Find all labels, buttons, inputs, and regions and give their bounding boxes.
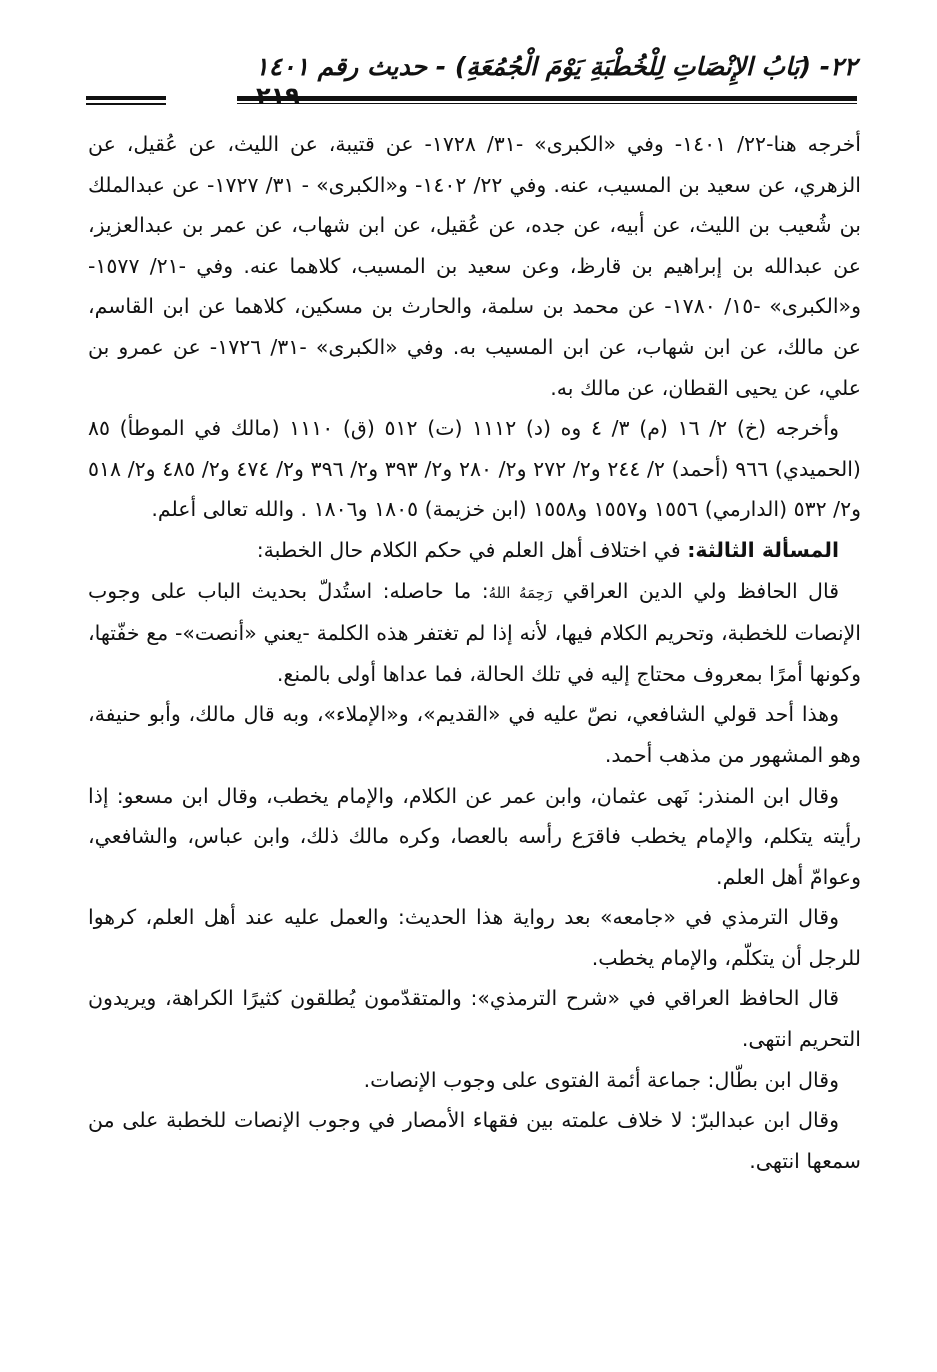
header-rule-left-thick bbox=[86, 96, 166, 100]
header-rule-thin bbox=[237, 103, 857, 104]
paragraph-shafii-opinion: وهذا أحد قولي الشافعي، نصّ عليه في «القديم»، و«الإملاء»، وبه قال مالك، وأبو حنيفة، وهو المشهور من مذهب أحمد. bbox=[88, 702, 861, 767]
header-rule-left-thin bbox=[86, 103, 166, 105]
paragraph-tirmidhi: وقال الترمذي في «جامعه» بعد رواية هذا الحديث: والعمل عليه عند أهل العلم، كرهوا للرجل أن يتكلّم، والإمام يخطب. bbox=[88, 905, 861, 970]
issue-label: المسألة الثالثة: bbox=[687, 537, 839, 562]
page-body bbox=[88, 124, 861, 1181]
salutation-text: رَحِمَهُ اللهُ bbox=[488, 583, 553, 602]
header-rule-thick bbox=[237, 96, 857, 101]
paragraph-additional-takhrij: وأخرجه (خ) ٢/ ١٦ (م) ٣/ ٤ وه (د) ١١١٢ (ت) ٥١٢ (ق) ١١١٠ (مالك في الموطأ) ٨٥ (الحميدي) ٩٦٦ (أحمد) ٢/ ٢٤٤ و٢/ ٢٧٢ و٢/ ٢٨٠ و٢/ ٣٩٣ و٢/ ٣٩٦ و٢/ ٤٧٤ و٢/ ٤٨٥ و٢/ ٥١٨ و٢/ ٥٣٢ (الدارمي) ١٥٥٦ و١٥٥٧ و١٥٥٨ (ابن خزيمة) ١٨٠٥ و١٨٠٦ . والله تعالى أعلم. bbox=[88, 416, 861, 522]
iraqi-content: : ما حاصله: استُدلّ بحديث الباب على وجوب الإنصات للخطبة، وتحريم الكلام فيها، لأنه إذا لم تغتفر هذه الكلمة -يعني «أنصت»- مع خفّتها، وكونها أمرًا بمعروف محتاج إليه في تلك الحالة، فما عداها أولى بالمنع. bbox=[88, 578, 861, 686]
paragraph-ibn-abdulbarr: وقال ابن عبدالبرّ: لا خلاف علمته بين فقهاء الأمصار في وجوب الإنصات للخطبة على من سمعها انتهى. bbox=[88, 1108, 861, 1173]
paragraph-iraqi-statement bbox=[88, 571, 861, 695]
paragraph-third-issue bbox=[88, 530, 861, 571]
paragraph-iraqi-sharh: قال الحافظ العراقي في «شرح الترمذي»: والمتقدّمون يُطلقون كثيرًا الكراهة، ويريدون التحريم انتهى. bbox=[88, 986, 861, 1052]
running-title: ٢٢- (بَابُ الإِنْصَاتِ لِلْخُطْبَةِ يَوْمَ الْجُمُعَةِ) - حديث رقم ١٤٠١ bbox=[255, 52, 857, 81]
iraqi-intro: قال الحافظ ولي الدين العراقي bbox=[552, 578, 840, 603]
paragraph-ibn-almundhir: وقال ابن المنذر: نَهى عثمان، وابن عمر عن الكلام، والإمام يخطب، وقال ابن مسعو: إذا رأيته يتكلم، والإمام يخطب فاقرَع رأسه بالعصا، وكره مالك ذلك، وابن عباس، والشافعي، وعوامّ أهل العلم. bbox=[88, 783, 861, 889]
page-header bbox=[86, 44, 857, 108]
issue-title: في اختلاف أهل العلم في حكم الكلام حال الخطبة: bbox=[256, 537, 688, 562]
paragraph-takhrij: أخرجه هنا-٢٢/ ١٤٠١- وفي «الكبرى» -٣١/ ١٧٢٨- عن قتيبة، عن الليث، عن عُقيل، عن الزهري، عن سعيد بن المسيب، عنه. وفي ٢٢/ ١٤٠٢- و«الكبرى» - ٣١/ ١٧٢٧- عن عبدالملك بن شُعيب بن الليث، عن أبيه، عن جده، عن عُقيل، عن ابن شهاب، عن عمر بن عبدالعزيز، عن عبدالله بن إبراهيم بن قارظ، وعن سعيد بن المسيب، كلاهما عنه. وفي -٢١/ ١٥٧٧- و«الكبرى» -١٥/ ١٧٨٠- عن محمد بن سلمة، والحارث بن مسكين، كلاهما عن ابن القاسم، عن مالك، عن ابن شهاب، عن ابن المسيب به. وفي «الكبرى» -٣١/ ١٧٢٦- عن عمرو بن علي، عن يحيى القطان، عن مالك به. bbox=[88, 132, 861, 400]
paragraph-ibn-battal: وقال ابن بطّال: جماعة أئمة الفتوى على وجوب الإنصات. bbox=[363, 1067, 839, 1092]
